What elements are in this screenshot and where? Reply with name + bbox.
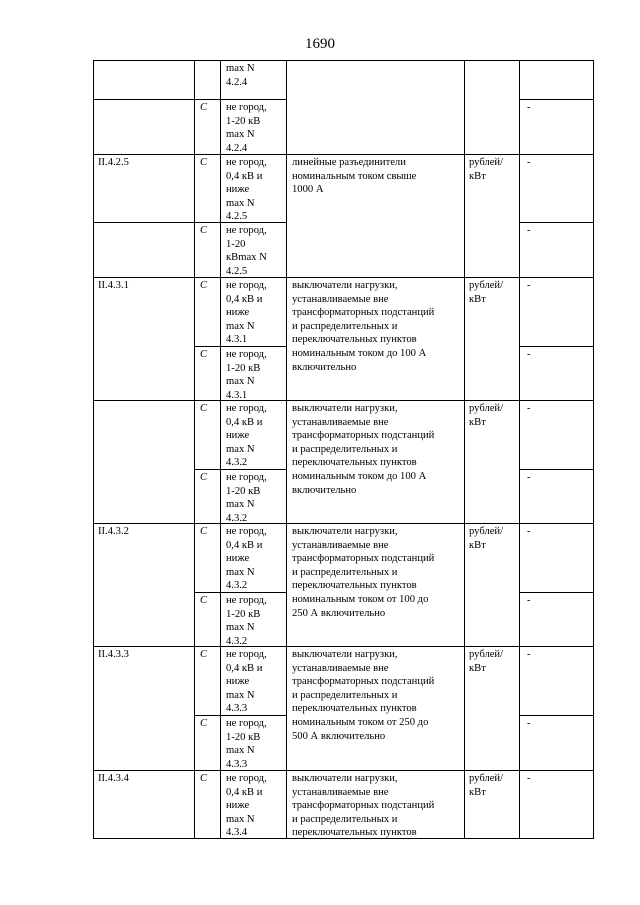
category-cell: C [200,349,208,360]
category-cell: C [200,225,208,236]
value-cell: - [527,225,531,236]
column-divider [220,60,221,839]
description-cell: выключатели нагрузки, устанавливаемые вне трансформаторных подстанций и распределительных и переключательных пунктов номинальным током до 100 А включительно [292,280,435,373]
condition-cell: не город, 1-20 кВ max N 4.3.2 [226,595,267,647]
row-divider [93,770,594,771]
category-cell: C [200,102,208,113]
code-cell: II.4.3.1 [98,280,129,291]
row-divider [519,715,594,716]
unit-cell: рублей/ кВт [469,157,504,182]
value-cell: - [527,280,531,291]
value-cell: - [527,102,531,113]
value-cell: - [527,595,531,606]
category-cell: C [200,595,208,606]
condition-cell: не город, 0,4 кВ и ниже max N 4.3.1 [226,280,267,346]
condition-cell: max N 4.2.4 [226,63,255,88]
row-divider [519,222,594,223]
condition-cell: не город, 1-20 кВmax N 4.2.5 [226,225,267,277]
row-divider [519,99,594,100]
condition-cell: не город, 0,4 кВ и ниже max N 4.2.5 [226,157,267,223]
code-cell: II.4.3.3 [98,649,129,660]
row-divider [93,154,594,155]
condition-cell: не город, 1-20 кВ max N 4.3.1 [226,349,267,401]
condition-cell: не город, 0,4 кВ и ниже max N 4.3.2 [226,403,267,469]
row-divider [519,592,594,593]
category-cell: C [200,718,208,729]
description-cell: линейные разъединители номинальным током свыше 1000 А [292,157,417,196]
condition-cell: не город, 1-20 кВ max N 4.3.2 [226,472,267,524]
code-cell: II.4.3.2 [98,526,129,537]
row-divider [93,400,594,401]
row-divider [93,277,594,278]
row-divider [93,646,594,647]
unit-cell: рублей/ кВт [469,773,504,798]
unit-cell: рублей/ кВт [469,526,504,551]
category-cell: C [200,526,208,537]
category-cell: C [200,472,208,483]
category-cell: C [200,157,208,168]
condition-cell: не город, 1-20 кВ max N 4.2.4 [226,102,267,154]
value-cell: - [527,472,531,483]
column-divider [194,60,195,839]
value-cell: - [527,773,531,784]
description-cell: выключатели нагрузки, устанавливаемые вне трансформаторных подстанций и распределительных и переключательных пунктов номинальным током до 100 А включительно [292,403,435,496]
description-cell: выключатели нагрузки, устанавливаемые вне трансформаторных подстанций и распределительных и переключательных пунктов номинальным током от 100 до 250 А включительно [292,526,435,619]
condition-cell: не город, 0,4 кВ и ниже max N 4.3.2 [226,526,267,592]
value-cell: - [527,349,531,360]
category-cell: C [200,649,208,660]
row-divider [93,99,286,100]
code-cell: II.4.2.5 [98,157,129,168]
category-cell: C [200,403,208,414]
column-divider [464,60,465,839]
value-cell: - [527,718,531,729]
row-divider [93,523,594,524]
condition-cell: не город, 1-20 кВ max N 4.3.3 [226,718,267,770]
value-cell: - [527,649,531,660]
unit-cell: рублей/ кВт [469,649,504,674]
column-divider [519,60,520,839]
column-divider [286,60,287,839]
category-cell: C [200,280,208,291]
page-number: 1690 [305,36,335,52]
row-divider [519,346,594,347]
code-cell: II.4.3.4 [98,773,129,784]
unit-cell: рублей/ кВт [469,280,504,305]
description-cell: выключатели нагрузки, устанавливаемые вне трансформаторных подстанций и распределительных и переключательных пунктов [292,773,435,839]
value-cell: - [527,403,531,414]
value-cell: - [527,157,531,168]
condition-cell: не город, 0,4 кВ и ниже max N 4.3.4 [226,773,267,839]
unit-cell: рублей/ кВт [469,403,504,428]
category-cell: C [200,773,208,784]
value-cell: - [527,526,531,537]
row-divider [519,469,594,470]
description-cell: выключатели нагрузки, устанавливаемые вне трансформаторных подстанций и распределительных и переключательных пунктов номинальным током от 250 до 500 А включительно [292,649,435,742]
condition-cell: не город, 0,4 кВ и ниже max N 4.3.3 [226,649,267,715]
